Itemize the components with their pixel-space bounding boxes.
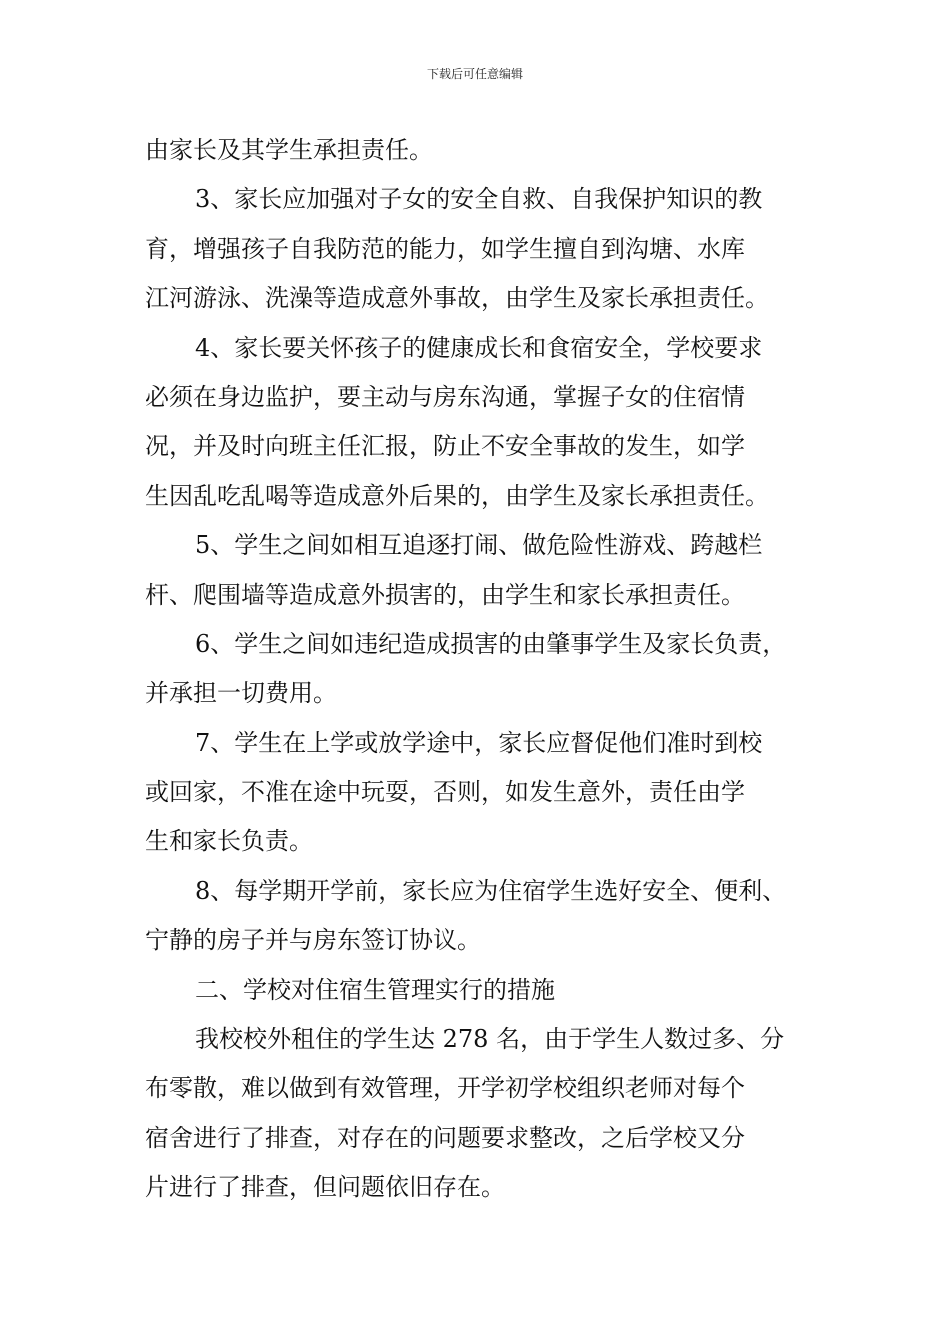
text-line: 4、家长要关怀孩子的健康成长和食宿安全，学校要求 <box>195 333 763 362</box>
text-line: 况，并及时向班主任汇报，防止不安全事故的发生，如学 <box>145 432 745 461</box>
text-line: 我校校外租住的学生达 278 名，由于学生人数过多、分 <box>195 1025 785 1054</box>
text-line: 布零散，难以做到有效管理，开学初学校组织老师对每个 <box>145 1074 745 1103</box>
text-line: 育，增强孩子自我防范的能力，如学生擅自到沟塘、水库 <box>145 234 745 263</box>
text-line: 杆、爬围墙等造成意外损害的，由学生和家长承担责任。 <box>145 580 745 609</box>
text-line: 片进行了排查，但问题依旧存在。 <box>145 1173 505 1202</box>
text-line: 并承担一切费用。 <box>145 679 337 708</box>
page-header: 下载后可任意编辑 <box>426 67 523 81</box>
text-line: 7、学生在上学或放学途中，家长应督促他们准时到校 <box>195 728 763 757</box>
text-line: 5、学生之间如相互追逐打闹、做危险性游戏、跨越栏 <box>195 531 763 560</box>
text-line: 8、每学期开学前，家长应为住宿学生选好安全、便利、 <box>195 876 787 905</box>
text-line: 生和家长负责。 <box>145 827 313 856</box>
text-line: 或回家，不准在途中玩耍，否则，如发生意外，责任由学 <box>145 778 745 807</box>
text-line: 由家长及其学生承担责任。 <box>145 136 433 164</box>
text-line: 3、家长应加强对子女的安全自救、自我保护知识的教 <box>195 185 763 214</box>
text-line: 6、学生之间如违纪造成损害的由肇事学生及家长负责， <box>195 629 787 658</box>
text-line: 江河游泳、洗澡等造成意外事故，由学生及家长承担责任。 <box>145 284 769 313</box>
section-heading: 二、学校对住宿生管理实行的措施 <box>195 975 555 1004</box>
text-line: 宁静的房子并与房东签订协议。 <box>145 926 481 955</box>
text-line: 生因乱吃乱喝等造成意外后果的，由学生及家长承担责任。 <box>145 481 769 510</box>
text-line: 必须在身边监护，要主动与房东沟通，掌握子女的住宿情 <box>145 382 745 411</box>
body-text <box>145 126 817 1213</box>
text-line: 宿舍进行了排查，对存在的问题要求整改，之后学校又分 <box>145 1123 745 1152</box>
